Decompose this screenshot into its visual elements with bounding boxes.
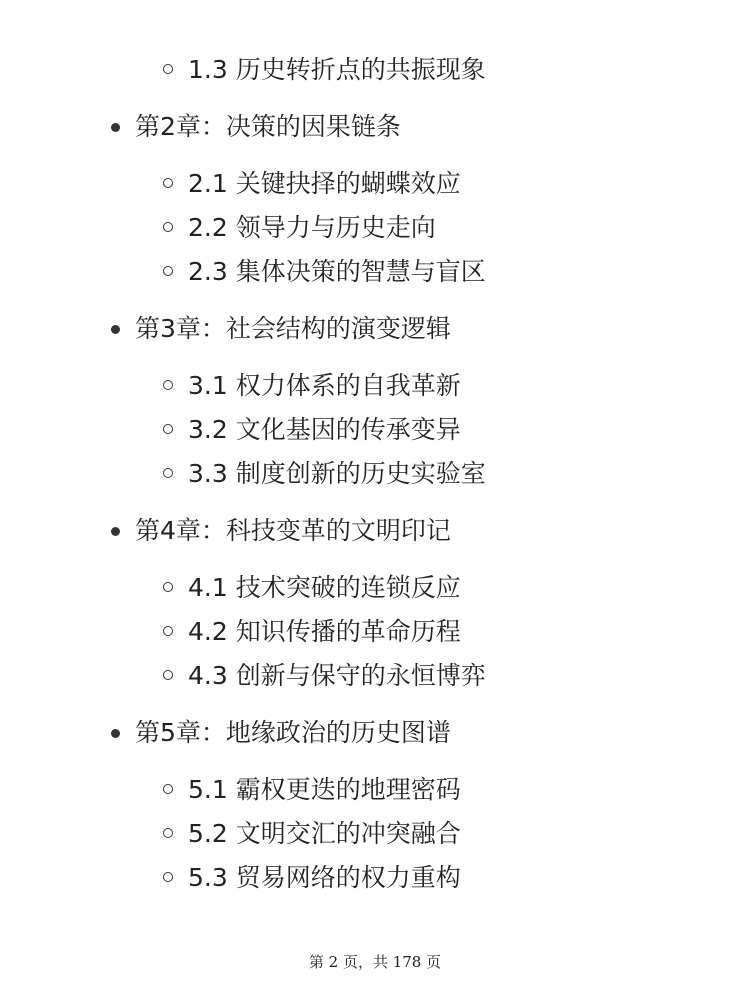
- toc-subsection-title: 4.3 创新与保守的永恒博弈: [188, 661, 486, 690]
- toc-chapter-3: [0, 307, 750, 351]
- toc-chapter-title: 第2章：决策的因果链条: [135, 112, 401, 141]
- toc-subsection-title: 3.2 文化基因的传承变异: [188, 415, 461, 444]
- toc-chapter-4: [0, 509, 750, 553]
- hollow-circle-bullet-icon: [163, 872, 173, 882]
- toc-subsection-title: 2.2 领导力与历史走向: [188, 213, 436, 242]
- toc-subsection-2-1: [0, 162, 750, 206]
- toc-subsection-3-3: [0, 452, 750, 496]
- table-of-contents: [0, 48, 750, 900]
- toc-subsection-3-2: [0, 408, 750, 452]
- toc-subsection-title: 4.1 技术突破的连锁反应: [188, 573, 461, 602]
- hollow-circle-bullet-icon: [163, 424, 173, 434]
- toc-subsection-title: 5.1 霸权更迭的地理密码: [188, 775, 461, 804]
- toc-subsection-5-1: [0, 768, 750, 812]
- toc-subsection-5-2: [0, 812, 750, 856]
- hollow-circle-bullet-icon: [163, 626, 173, 636]
- hollow-circle-bullet-icon: [163, 828, 173, 838]
- toc-chapter-title: 第5章：地缘政治的历史图谱: [135, 718, 451, 747]
- toc-subsection-title: 2.3 集体决策的智慧与盲区: [188, 257, 486, 286]
- hollow-circle-bullet-icon: [163, 64, 173, 74]
- toc-subsection-4-2: [0, 610, 750, 654]
- hollow-circle-bullet-icon: [163, 670, 173, 680]
- toc-subsection-1-3: [0, 48, 750, 92]
- toc-subsection-title: 1.3 历史转折点的共振现象: [188, 55, 486, 84]
- filled-disc-bullet-icon: [111, 123, 120, 132]
- toc-subsection-title: 5.3 贸易网络的权力重构: [188, 863, 461, 892]
- toc-subsection-5-3: [0, 856, 750, 900]
- toc-subsection-4-1: [0, 566, 750, 610]
- filled-disc-bullet-icon: [111, 729, 120, 738]
- hollow-circle-bullet-icon: [163, 380, 173, 390]
- toc-chapter-title: 第4章：科技变革的文明印记: [135, 516, 451, 545]
- hollow-circle-bullet-icon: [163, 784, 173, 794]
- hollow-circle-bullet-icon: [163, 582, 173, 592]
- toc-chapter-2: [0, 105, 750, 149]
- toc-subsection-title: 4.2 知识传播的革命历程: [188, 617, 461, 646]
- hollow-circle-bullet-icon: [163, 178, 173, 188]
- toc-subsection-title: 3.1 权力体系的自我革新: [188, 371, 461, 400]
- hollow-circle-bullet-icon: [163, 222, 173, 232]
- toc-subsection-title: 3.3 制度创新的历史实验室: [188, 459, 486, 488]
- filled-disc-bullet-icon: [111, 527, 120, 536]
- page-number-footer: 第 2 页，共 178 页: [308, 953, 442, 971]
- toc-subsection-title: 5.2 文明交汇的冲突融合: [188, 819, 461, 848]
- toc-subsection-title: 2.1 关键抉择的蝴蝶效应: [188, 169, 461, 198]
- hollow-circle-bullet-icon: [163, 266, 173, 276]
- filled-disc-bullet-icon: [111, 325, 120, 334]
- toc-chapter-5: [0, 711, 750, 755]
- toc-subsection-4-3: [0, 654, 750, 698]
- toc-chapter-title: 第3章：社会结构的演变逻辑: [135, 314, 451, 343]
- toc-subsection-2-3: [0, 250, 750, 294]
- toc-subsection-3-1: [0, 364, 750, 408]
- toc-subsection-2-2: [0, 206, 750, 250]
- hollow-circle-bullet-icon: [163, 468, 173, 478]
